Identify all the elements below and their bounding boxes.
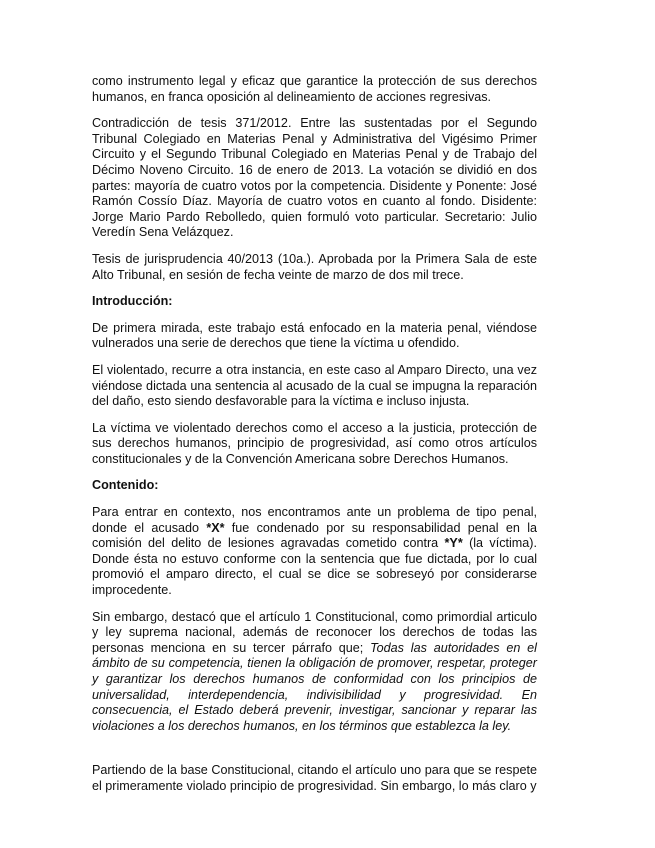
- text-segment: (la víctima). Donde ésta no estuvo conforme con la sentencia que fue dictada, por lo cual promovió el amparo directo, el cual se dice se sobreseyó por considerarse improcedente.: [92, 536, 537, 598]
- placeholder-x: *X*: [206, 520, 225, 535]
- text-segment: Sin embargo, destacó que el artículo 1 Constitucional, como primordial articulo y ley suprema nacional, además de reconocer los derechos de todas las personas menciona en su tercer párrafo que;: [92, 609, 537, 655]
- placeholder-y: *Y*: [444, 536, 463, 551]
- heading-contenido: Contenido:: [92, 478, 159, 493]
- paragraph-intro-2: El violentado, recurre a otra instancia, en este caso al Amparo Directo, una vez viéndose dictada una sentencia al acusado de la cual se impugna la reparación del daño, esto siendo desfavorable para la víctima e incluso injusta.: [92, 362, 537, 409]
- spacer: [92, 745, 537, 763]
- paragraph-contradiccion-tesis: Contradicción de tesis 371/2012. Entre las sustentadas por el Segundo Tribunal Colegiado en Materias Penal y Administrativa del Vigésimo Primer Circuito y el Segundo Tribunal Colegiado en Materias Penal y de Trabajo del Décimo Noveno Circuito. 16 de enero de 2013. La votación se dividió en dos partes: mayoría de cuatro votos por la competencia. Disidente y Ponente: José Ramón Cossío Díaz. Mayoría de cuatro votos en cuanto al fondo. Disidente: Jorge Mario Pardo Rebolledo, quien formuló voto particular. Secretario: Julio Veredín Sena Velázquez.: [92, 116, 537, 240]
- heading-introduccion: Introducción:: [92, 294, 173, 309]
- text-segment: Para entrar en contexto, nos encontramos ante un problema de tipo penal, donde el acusado: [92, 505, 537, 535]
- paragraph-contenido-2: [92, 610, 537, 735]
- paragraph-intro-1: De primera mirada, este trabajo está enfocado en la materia penal, viéndose vulnerados una serie de derechos que tiene la víctima u ofendido.: [92, 320, 537, 351]
- paragraph-intro-3: La víctima ve violentado derechos como el acceso a la justicia, protección de sus derechos humanos, principio de progresividad, así como otros artículos constitucionales y de la Convención Americana sobre Derechos Humanos.: [92, 420, 537, 466]
- paragraph-contenido-3: Partiendo de la base Constitucional, citando el artículo uno para que se respete el primeramente violado principio de progresividad. Sin embargo, lo más claro y: [92, 763, 537, 793]
- text-segment: fue condenado por su responsabilidad penal en la comisión del delito de lesiones agravadas cometido contra: [92, 520, 537, 551]
- paragraph-1: como instrumento legal y eficaz que garantice la protección de sus derechos humanos, en franca oposición al delineamiento de acciones regresivas.: [92, 74, 537, 104]
- document-page: [92, 74, 537, 806]
- paragraph-tesis-jurisprudencia: Tesis de jurisprudencia 40/2013 (10a.). Aprobada por la Primera Sala de este Alto Tribunal, en sesión de fecha veinte de marzo de dos mil trece.: [92, 251, 537, 282]
- paragraph-contenido-1: [92, 505, 537, 599]
- constitutional-quote: Todas las autoridades en el ámbito de su competencia, tienen la obligación de promover, respetar, proteger y garantizar los derechos humanos de conformidad con los principios de universalidad, interdependencia, indivisibilidad y progresividad. En consecuencia, el Estado deberá prevenir, investigar, sancionar y reparar las violaciones a los derechos humanos, en los términos que establezca la ley.: [92, 640, 537, 733]
